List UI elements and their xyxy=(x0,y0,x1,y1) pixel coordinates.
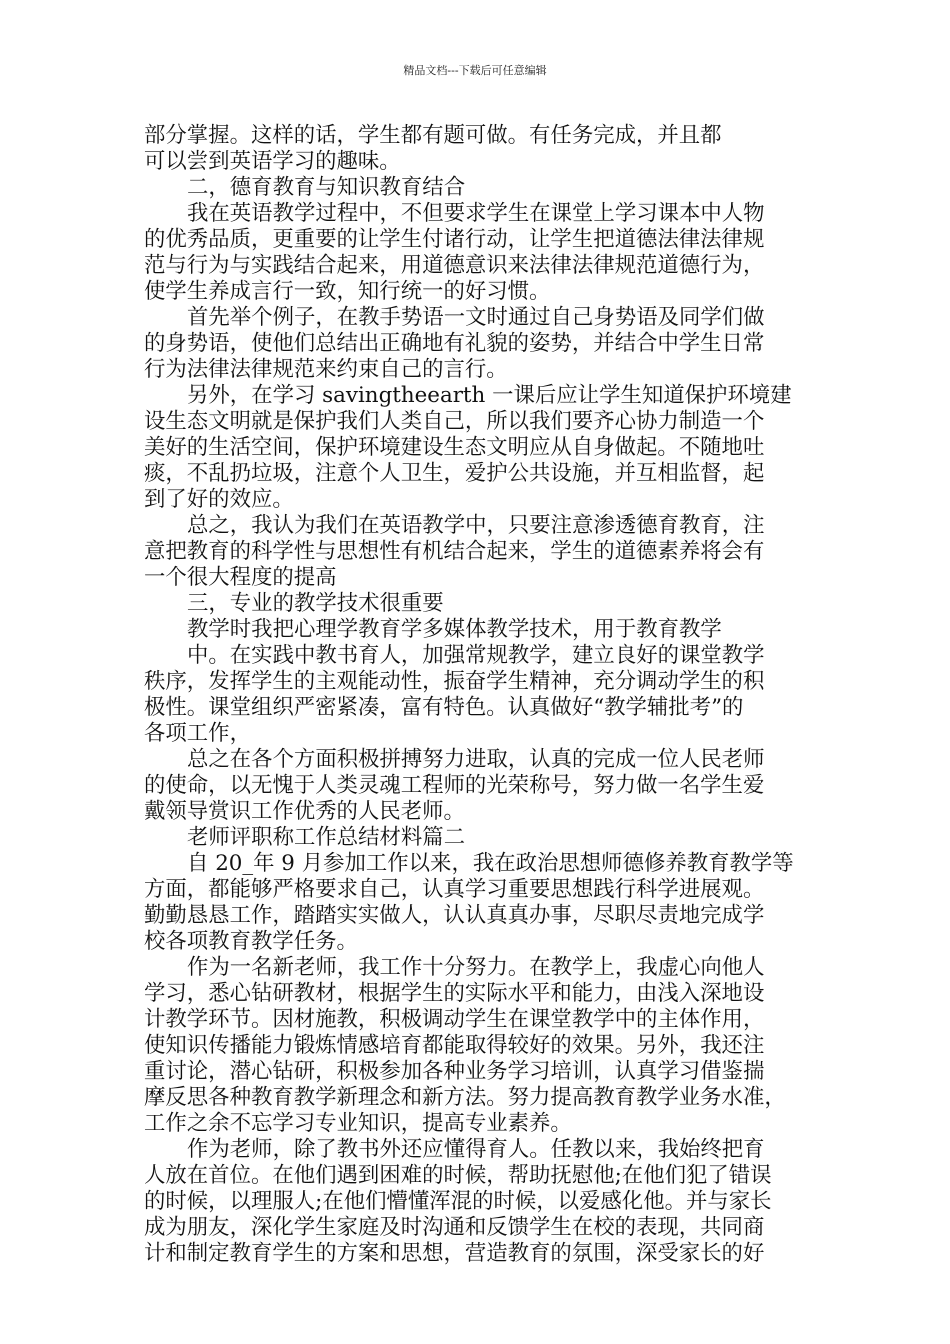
text-line: 的优秀品质，更重要的让学生付诸行动，让学生把道德法律法律规 xyxy=(144,227,765,252)
paragraph-start: 作为老师，除了教书外还应懂得育人。任教以来，我始终把育 xyxy=(187,1137,765,1162)
text-line: 使知识传播能力锻炼情感培育都能取得较好的效果。另外，我还注 xyxy=(144,1033,765,1058)
text-line: 成为朋友，深化学生家庭及时沟通和反馈学生在校的表现，共同商 xyxy=(144,1215,765,1240)
paragraph-start: 教学时我把心理学教育学多媒体教学技术，用于教育教学 xyxy=(187,617,722,642)
paragraph-start: 自 20_年 9 月参加工作以来，我在政治思想师德修养教育教学等 xyxy=(187,851,794,876)
paragraph-start: 总之在各个方面积极拼搏努力进取，认真的完成一位人民老师 xyxy=(187,747,765,772)
text-line: 使学生养成言行一致，知行统一的好习惯。 xyxy=(144,279,551,304)
paragraph-start: 总之，我认为我们在英语教学中，只要注意渗透德育教育，注 xyxy=(187,513,765,538)
page-header: 精品文档---下载后可任意编辑 xyxy=(403,64,547,77)
paragraph-start: 我在英语教学过程中，不但要求学生在课堂上学习课本中人物 xyxy=(187,201,765,226)
text-line: 勤勤恳恳工作，踏踏实实做人，认认真真办事，尽职尽责地完成学 xyxy=(144,903,765,928)
text-line: 秩序，发挥学生的主观能动性，振奋学生精神，充分调动学生的积 xyxy=(144,669,765,694)
text-line: 校各项教育教学任务。 xyxy=(144,929,358,954)
text-line: 工作之余不忘学习专业知识，提高专业素养。 xyxy=(144,1111,572,1136)
text-line: 计教学环节。因材施教，积极调动学生在课堂教学中的主体作用， xyxy=(144,1007,765,1032)
paragraph-start: 另外，在学习 savingtheearth 一课后应让学生知道保护环境建 xyxy=(187,383,792,408)
text-line: 的时候，以理服人;在他们懵懂浑混的时候，以爱感化他。并与家长 xyxy=(144,1189,772,1214)
text-line: 极性。课堂组织严密紧凑，富有特色。认真做好“教学辅批考”的 xyxy=(144,695,744,720)
document-body xyxy=(144,123,808,1267)
text-line: 美好的生活空间，保护环境建设生态文明应从自身做起。不随地吐 xyxy=(144,435,765,460)
text-line: 可以尝到英语学习的趣味。 xyxy=(144,149,401,174)
section-heading: 三，专业的教学技术很重要 xyxy=(187,591,444,616)
text-line: 范与行为与实践结合起来，用道德意识来法律法律规范道德行为， xyxy=(144,253,765,278)
text-line: 设生态文明就是保护我们人类自己，所以我们要齐心协力制造一个 xyxy=(144,409,765,434)
text-line: 中。在实践中教书育人，加强常规教学，建立良好的课堂教学 xyxy=(187,643,765,668)
text-line: 意把教育的科学性与思想性有机结合起来，学生的道德素养将会有 xyxy=(144,539,765,564)
text-line: 的身势语，使他们总结出正确地有礼貌的姿势，并结合中学生日常 xyxy=(144,331,765,356)
text-line: 重讨论，潜心钻研，积极参加各种业务学习培训，认真学习借鉴揣 xyxy=(144,1059,765,1084)
text-line: 学习，悉心钻研教材，根据学生的实际水平和能力，由浅入深地设 xyxy=(144,981,765,1006)
paragraph-start: 首先举个例子，在教手势语一文时通过自己身势语及同学们做 xyxy=(187,305,765,330)
text-line: 一个很大程度的提高 xyxy=(144,565,337,590)
paragraph-start: 作为一名新老师，我工作十分努力。在教学上，我虚心向他人 xyxy=(187,955,765,980)
text-line: 摩反思各种教育教学新理念和新方法。努力提高教育教学业务水准， xyxy=(144,1085,786,1110)
text-line: 行为法律法律规范来约束自己的言行。 xyxy=(144,357,508,382)
section-heading: 老师评职称工作总结材料篇二 xyxy=(187,825,466,850)
text-line: 人放在首位。在他们遇到困难的时候，帮助抚慰他;在他们犯了错误 xyxy=(144,1163,772,1188)
text-line: 部分掌握。这样的话，学生都有题可做。有任务完成，并且都 xyxy=(144,123,722,148)
text-line: 戴领导赏识工作优秀的人民老师。 xyxy=(144,799,465,824)
text-line: 各项工作， xyxy=(144,721,251,746)
text-line: 的使命，以无愧于人类灵魂工程师的光荣称号，努力做一名学生爱 xyxy=(144,773,765,798)
text-line: 痰，不乱扔垃圾，注意个人卫生，爱护公共设施，并互相监督，起 xyxy=(144,461,765,486)
text-line: 方面，都能够严格要求自己，认真学习重要思想践行科学进展观。 xyxy=(144,877,765,902)
text-line: 计和制定教育学生的方案和思想，营造教育的氛围，深受家长的好 xyxy=(144,1241,765,1266)
text-line: 到了好的效应。 xyxy=(144,487,294,512)
section-heading: 二，德育教育与知识教育结合 xyxy=(187,175,466,200)
